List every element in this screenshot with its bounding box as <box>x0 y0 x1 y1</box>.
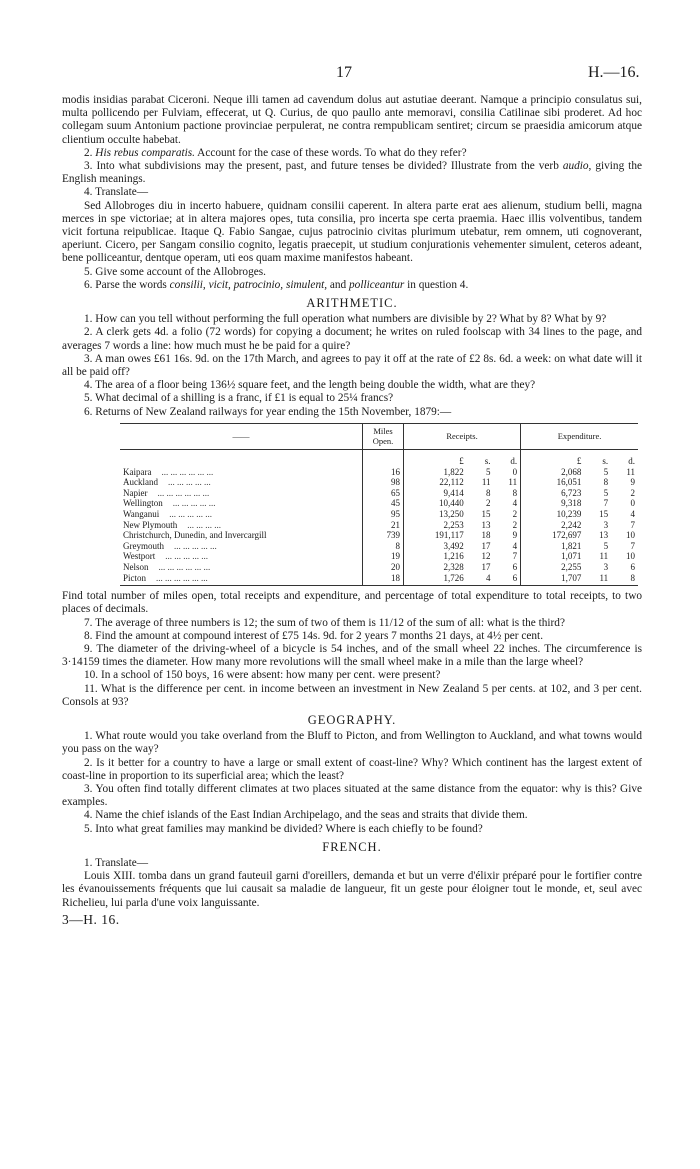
french-section <box>62 841 642 910</box>
expenditure-shillings-cell <box>584 520 611 531</box>
cell-value: 10,440 <box>438 498 464 509</box>
railway-name: New Plymouth <box>123 519 178 530</box>
latin-passage-continued: modis insidias parabat Ciceroni. Neque illi tamen ad cavendum dolus aut astutiae deerant. Namque a principio consulatus sui, multa pollicendo per Fulviam, effecerat, ut Q. Curius, de quo paullo ante memoravi, consilia Catilinae sibi proderet. Ad hoc collegam suum Antonium pactione provinciae perpulerat, ne contra rempublicam sentiret; circum se praesidia amicorum atque clientium occulte habebat. <box>62 94 642 146</box>
arithmetic-question-3: 3. A man owes £61 16s. 9d. on the 17th March, and agrees to pay it off at the rate of £2 8s. 6d. a week: on what date will it all be paid off? <box>62 352 642 379</box>
railway-name-cell <box>120 520 363 531</box>
railway-name-cell <box>120 541 363 552</box>
receipts-shillings-cell <box>467 520 494 531</box>
cell-value: 9,414 <box>443 487 464 498</box>
railway-name: Nelson <box>123 562 149 572</box>
miles-open-cell <box>363 573 404 586</box>
expenditure-shillings-cell <box>584 551 611 562</box>
cell-value: 5 <box>603 540 609 551</box>
miles-open-cell <box>363 477 404 488</box>
geography-heading: GEOGRAPHY. <box>307 713 397 728</box>
cell-value: 7 <box>630 540 635 551</box>
cell-value: 11 <box>481 477 491 488</box>
expenditure-pence-cell <box>611 530 638 541</box>
railway-name: Auckland <box>123 477 158 488</box>
cell-value: 17 <box>481 562 491 572</box>
cell-value: 10,239 <box>556 509 582 520</box>
cell-value: 13 <box>481 519 491 530</box>
receipts-pounds-cell <box>404 520 467 531</box>
latin-question-3: 3. Into what subdivisions may the present, past, and future tenses be divided? Illustrate from the verb audio, giving the English meanings. <box>62 160 642 186</box>
receipts-shillings-cell <box>467 530 494 541</box>
receipts-pence-cell <box>494 541 521 552</box>
cell-value: 8 <box>512 487 518 498</box>
arithmetic-section <box>62 297 642 709</box>
railway-name-cell <box>120 477 363 488</box>
table-row <box>120 562 638 573</box>
latin-question-4: 4. Translate— <box>84 186 149 199</box>
cell-value: 11 <box>508 477 518 488</box>
cell-value: 2,253 <box>443 519 464 530</box>
cell-value: 1,726 <box>443 572 464 583</box>
latin-question-6: 6. Parse the words consilii, vicit, patrocinio, simulent, and polliceantur in question 4. <box>84 278 469 291</box>
leader-dots: ... ... ... ... <box>187 519 222 530</box>
railway-name-cell <box>120 562 363 573</box>
railway-name: Westport <box>123 551 156 562</box>
table-row <box>120 477 638 488</box>
receipts-pence-cell <box>494 477 521 488</box>
railway-name-cell <box>120 551 363 562</box>
cell-value: 7 <box>630 519 635 530</box>
expenditure-pence-cell <box>611 467 638 478</box>
cell-value: 0 <box>630 498 635 509</box>
cell-value: 4 <box>512 540 518 551</box>
cell-value: 13,250 <box>438 509 464 520</box>
table-row <box>120 551 638 562</box>
arithmetic-question-6: 6. Returns of New Zealand railways for year ending the 15th November, 1879:— <box>84 405 452 418</box>
french-heading: FRENCH. <box>322 839 382 854</box>
receipts-pence-cell <box>494 509 521 520</box>
cell-value: 172,697 <box>552 530 582 541</box>
arithmetic-question-10: 10. In a school of 150 boys, 16 were absent: how many per cent. were present? <box>84 669 441 682</box>
cell-value: 11 <box>626 466 635 477</box>
leader-dots: ... ... ... ... ... <box>172 498 216 509</box>
cell-value: 12 <box>481 551 491 562</box>
cell-value: 8 <box>630 572 635 583</box>
arithmetic-question-11: 11. What is the difference per cent. in income between an investment in New Zealand 5 per cents. at 102, and 3 per cent. Consols at 93? <box>62 682 642 708</box>
expenditure-pence-cell <box>611 541 638 552</box>
table-row <box>120 541 638 552</box>
receipts-pence-cell <box>494 573 521 586</box>
receipts-pence-cell <box>494 551 521 562</box>
page-body <box>62 94 642 926</box>
cell-value: 2 <box>630 487 635 498</box>
leader-dots: ... ... ... ... ... ... <box>156 572 208 583</box>
receipts-pounds-cell <box>404 573 467 586</box>
table-header-receipts: Receipts. <box>404 423 521 449</box>
cell-value: 8 <box>395 540 400 551</box>
leader-dots: ... ... ... ... ... ... <box>158 562 211 572</box>
railway-name-cell <box>120 498 363 509</box>
arithmetic-table-instruction: Find total number of miles open, total receipts and expenditure, and percentage of total expenditure to total receipts, to two places of decimals. <box>62 590 642 616</box>
expenditure-shillings-cell <box>584 477 611 488</box>
miles-open-cell <box>363 509 404 520</box>
cell-value: 2,255 <box>561 562 582 572</box>
expenditure-pence-cell <box>611 551 638 562</box>
table-row <box>120 573 638 586</box>
expenditure-shillings-cell <box>584 562 611 573</box>
cell-value: 1,822 <box>443 466 464 477</box>
railway-name: Wanganui <box>123 509 160 520</box>
expenditure-pounds-cell <box>521 509 585 520</box>
latin-translation-passage: Sed Allobroges diu in incerto habuere, quidnam consilii caperent. In altera parte erat aes alienum, studium belli, magna merces in spe victoriae; at in altera majores opes, tuta consilia, pro incerta spe certa praemia. Haec illis volventibus, tandem vicit fortuna reipublicae. Itaque Q. Fabio Sangae, cujus patrocinio civitas plurimum utebatur, rem omnem, uti cognoverant, aperiunt. Cicero, per Sangam consilio cognito, legatis praecepit, ut studium conjurationis vehementer simulent, ceteros adeant, bene polliceantur, dentque operam, uti eos quam maxime manifestos habeant. <box>62 199 642 265</box>
receipts-pounds-cell <box>404 477 467 488</box>
expenditure-shillings-cell <box>584 467 611 478</box>
arithmetic-heading: ARITHMETIC. <box>306 296 398 311</box>
expenditure-pounds-cell <box>521 520 585 531</box>
arithmetic-question-8: 8. Find the amount at compound interest of £75 14s. 9d. for 2 years 7 months 21 days, at 4½ per cent. <box>84 629 544 642</box>
receipts-pounds-cell <box>404 509 467 520</box>
expenditure-pence-cell <box>611 509 638 520</box>
cell-value: 16 <box>391 466 400 477</box>
cell-value: 739 <box>386 530 400 541</box>
table-header-expenditure: Expenditure. <box>521 423 638 449</box>
cell-value: 9 <box>512 530 518 541</box>
expenditure-shillings-cell <box>584 498 611 509</box>
receipts-pounds-cell <box>404 551 467 562</box>
geography-question-4: 4. Name the chief islands of the East Indian Archipelago, and the seas and straits that divide them. <box>84 809 528 822</box>
cell-value: 6 <box>630 562 635 572</box>
receipts-shillings-cell <box>467 498 494 509</box>
arithmetic-question-7: 7. The average of three numbers is 12; the sum of two of them is 11/12 of the sum of all: what is the third? <box>84 616 565 629</box>
geography-question-1: 1. What route would you take overland from the Bluff to Picton, and from Wellington to Auckland, and what towns would you pass on the way? <box>62 730 642 756</box>
arithmetic-question-1: 1. How can you tell without performing the full operation what numbers are divisible by 2? What by 8? What by 9? <box>84 313 607 326</box>
arithmetic-question-2: 2. A clerk gets 4d. a folio (72 words) for copying a document; he writes on ruled foolscap with 34 lines to the page, and averages 7 words a line: how much must he be paid for a quire? <box>62 326 642 352</box>
cell-value: 6 <box>512 562 518 572</box>
cell-value: 2,068 <box>561 466 582 477</box>
unit-shillings: s. <box>484 456 491 467</box>
cell-value: 3,492 <box>443 540 464 551</box>
expenditure-pounds-cell <box>521 530 585 541</box>
receipts-shillings-cell <box>467 477 494 488</box>
cell-value: 65 <box>391 487 400 498</box>
table-header-blank: —— <box>120 423 363 449</box>
cell-value: 7 <box>603 498 609 509</box>
latin-question-2: 2. His rebus comparatis. Account for the case of these words. To what do they refer? <box>84 146 467 159</box>
cell-value: 8 <box>603 477 609 488</box>
cell-value: 1,216 <box>443 551 464 562</box>
cell-value: 10 <box>626 530 635 541</box>
railway-name-cell <box>120 573 363 586</box>
geography-question-5: 5. Into what great families may mankind be divided? Where is each chiefly to be found? <box>84 822 483 835</box>
receipts-pounds-cell <box>404 541 467 552</box>
expenditure-shillings-cell <box>584 541 611 552</box>
miles-open-cell <box>363 467 404 478</box>
expenditure-pounds-cell <box>521 562 585 573</box>
table-row <box>120 520 638 531</box>
cell-value: 0 <box>512 466 518 477</box>
cell-value: 8 <box>486 487 491 498</box>
cell-value: 18 <box>391 572 400 583</box>
cell-value: 4 <box>512 498 518 509</box>
page-number: 17 <box>336 64 352 81</box>
leader-dots: ... ... ... ... ... <box>174 540 217 551</box>
leader-dots: ... ... ... ... ... ... <box>161 466 214 477</box>
expenditure-pounds-cell <box>521 551 585 562</box>
expenditure-pence-cell <box>611 562 638 573</box>
railway-name-cell <box>120 509 363 520</box>
expenditure-pounds-cell <box>521 573 585 586</box>
unit-pence: d. <box>494 450 521 467</box>
expenditure-pounds-cell <box>521 488 585 499</box>
railway-name: Wellington <box>123 498 163 509</box>
expenditure-pence-cell <box>611 498 638 509</box>
cell-value: 191,117 <box>434 530 464 541</box>
expenditure-pounds-cell <box>521 498 585 509</box>
cell-value: 11 <box>599 551 609 562</box>
cell-value: 1,071 <box>561 551 582 562</box>
expenditure-pence-cell <box>611 573 638 586</box>
arithmetic-question-9: 9. The diameter of the driving-wheel of a bicycle is 54 inches, and of the small wheel 22 inches. The circumference is 3·14159 times the diameter. How many more revolutions will the small wheel make in a mile than the large wheel? <box>62 643 642 669</box>
railway-name-cell <box>120 467 363 478</box>
miles-open-cell <box>363 551 404 562</box>
expenditure-shillings-cell <box>584 509 611 520</box>
cell-value: 98 <box>391 477 400 488</box>
receipts-shillings-cell <box>467 562 494 573</box>
cell-value: 6 <box>512 572 518 583</box>
cell-value: 11 <box>599 572 609 583</box>
french-translation-passage: Louis XIII. tomba dans un grand fauteuil garni d'oreillers, demanda et but un verre d'élixir préparé pour le fortifier contre les évanouissements fréquents que lui causait sa maladie de langueur, fit un geste pour éloigner tout le monde, et, seul avec Richelieu, lui parla d'une voix languissante. <box>62 870 642 909</box>
table-header-miles: Miles Open. <box>363 423 404 449</box>
cell-value: 20 <box>391 562 400 572</box>
receipts-pounds-cell <box>404 498 467 509</box>
table-row <box>120 509 638 520</box>
geography-question-3: 3. You often find totally different climates at two places situated at the same distance from the equator: why is this? Give examples. <box>62 783 642 809</box>
railway-name: Christchurch, Dunedin, and Invercargill <box>123 530 267 541</box>
cell-value: 7 <box>512 551 518 562</box>
cell-value: 1,707 <box>561 572 582 583</box>
leader-dots: ... ... ... ... ... <box>165 551 209 562</box>
cell-value: 4 <box>630 509 635 520</box>
table-row <box>120 530 638 541</box>
receipts-pounds-cell <box>404 530 467 541</box>
miles-open-cell <box>363 498 404 509</box>
receipts-pence-cell <box>494 498 521 509</box>
cell-value: 1,821 <box>561 540 582 551</box>
receipts-shillings-cell <box>467 573 494 586</box>
leader-dots: ... ... ... ... ... <box>168 477 211 488</box>
cell-value: 21 <box>391 519 400 530</box>
unit-shillings: s. <box>602 456 609 467</box>
receipts-pence-cell <box>494 488 521 499</box>
cell-value: 15 <box>481 509 491 520</box>
geography-question-2: 2. Is it better for a country to have a large or small extent of coast-line? Why? Which continent has the largest extent of coast-line in proportion to its superficial area; which the least? <box>62 756 642 782</box>
receipts-pence-cell <box>494 562 521 573</box>
cell-value: 5 <box>486 466 491 477</box>
cell-value: 2 <box>512 509 518 520</box>
cell-value: 3 <box>603 519 609 530</box>
receipts-pence-cell <box>494 530 521 541</box>
receipts-pence-cell <box>494 467 521 478</box>
cell-value: 2,242 <box>561 519 582 530</box>
expenditure-pounds-cell <box>521 467 585 478</box>
cell-value: 16,051 <box>556 477 582 488</box>
unit-pounds: £ <box>459 456 464 467</box>
miles-open-cell <box>363 530 404 541</box>
table-header-row <box>120 423 638 449</box>
cell-value: 13 <box>599 530 609 541</box>
leader-dots: ... ... ... ... ... ... <box>157 487 210 498</box>
cell-value: 2 <box>486 498 491 509</box>
table-row <box>120 498 638 509</box>
french-question-1: 1. Translate— <box>84 857 149 870</box>
cell-value: 6,723 <box>561 487 582 498</box>
unit-pounds: £ <box>576 456 582 467</box>
receipts-pence-cell <box>494 520 521 531</box>
expenditure-pounds-cell <box>521 477 585 488</box>
cell-value: 10 <box>626 551 635 562</box>
railway-name: Greymouth <box>123 540 164 551</box>
arithmetic-question-5: 5. What decimal of a shilling is a franc, if £1 is equal to 25¼ francs? <box>84 392 394 405</box>
page-footer-signature: 3—H. 16. <box>62 911 120 927</box>
cell-value: 19 <box>391 551 400 562</box>
receipts-pounds-cell <box>404 562 467 573</box>
receipts-shillings-cell <box>467 488 494 499</box>
railway-name: Picton <box>123 572 147 583</box>
cell-value: 45 <box>391 498 400 509</box>
expenditure-pence-cell <box>611 520 638 531</box>
miles-open-cell <box>363 541 404 552</box>
latin-question-5: 5. Give some account of the Allobroges. <box>84 265 266 278</box>
latin-section <box>62 94 642 292</box>
receipts-pounds-cell <box>404 488 467 499</box>
unit-pence: d. <box>628 456 635 467</box>
document-reference: H.—16. <box>588 64 640 81</box>
receipts-shillings-cell <box>467 551 494 562</box>
miles-open-cell <box>363 520 404 531</box>
table-row <box>120 488 638 499</box>
railway-name: Kaipara <box>123 466 152 477</box>
receipts-shillings-cell <box>467 467 494 478</box>
leader-dots: ... ... ... ... ... <box>169 509 213 520</box>
table-units-row <box>120 450 638 467</box>
cell-value: 9,318 <box>561 498 582 509</box>
expenditure-pence-cell <box>611 488 638 499</box>
miles-open-cell <box>363 562 404 573</box>
geography-section <box>62 714 642 836</box>
cell-value: 18 <box>481 530 491 541</box>
receipts-pounds-cell <box>404 467 467 478</box>
miles-open-cell <box>363 488 404 499</box>
cell-value: 15 <box>599 509 609 520</box>
railway-name: Napier <box>123 487 148 498</box>
cell-value: 4 <box>486 572 491 583</box>
expenditure-pounds-cell <box>521 541 585 552</box>
cell-value: 95 <box>391 509 400 520</box>
expenditure-shillings-cell <box>584 573 611 586</box>
railway-name-cell <box>120 530 363 541</box>
receipts-shillings-cell <box>467 541 494 552</box>
railway-returns-table <box>120 423 638 586</box>
expenditure-shillings-cell <box>584 488 611 499</box>
cell-value: 2,328 <box>443 562 464 572</box>
arithmetic-question-4: 4. The area of a floor being 136½ square feet, and the length being double the width, what are they? <box>84 379 536 392</box>
receipts-shillings-cell <box>467 509 494 520</box>
cell-value: 2 <box>512 519 518 530</box>
expenditure-pence-cell <box>611 477 638 488</box>
table-row <box>120 467 638 478</box>
cell-value: 5 <box>603 466 609 477</box>
cell-value: 5 <box>603 487 609 498</box>
cell-value: 17 <box>481 540 491 551</box>
cell-value: 9 <box>630 477 635 488</box>
expenditure-shillings-cell <box>584 530 611 541</box>
cell-value: 22,112 <box>439 477 464 488</box>
cell-value: 3 <box>603 562 609 572</box>
railway-name-cell <box>120 488 363 499</box>
